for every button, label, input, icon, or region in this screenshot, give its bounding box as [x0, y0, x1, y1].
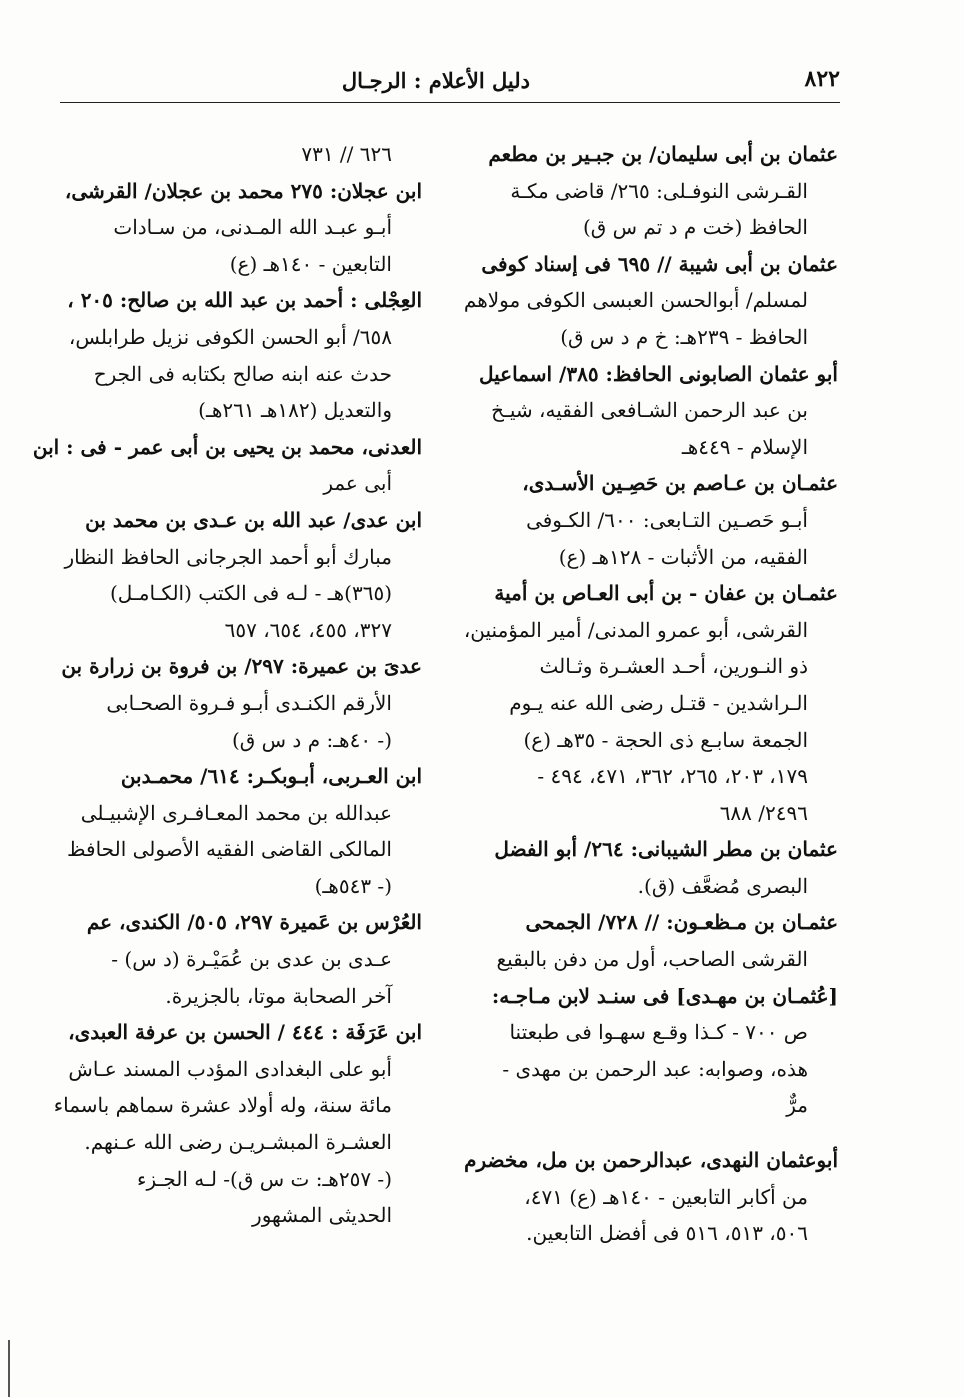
- text-line: عثمـان بن عفان - بن أبى العـاص بن أمية: [494, 581, 838, 606]
- right-column: [463, 136, 838, 1252]
- text-line: ابن العـربى، أبـوبكـر: ٦١٤/ محمـدبن: [120, 764, 422, 789]
- text-line: العُرْس بن عَميرة ٢٩٧، ٥٠٥/ الكندى، عم: [86, 910, 422, 935]
- text-line: عثمان بن مطر الشيبانى: ٢٦٤/ أبو الفضل: [494, 837, 838, 862]
- text-line: ص ٧٠٠ - كـذا وقـع سهـوا فى طبعتنا: [509, 1020, 808, 1045]
- scan-edge-mark: [8, 1340, 10, 1397]
- text-line: أبوعثمان النهدى، عبدالرحمن بن مل، مخضرم: [464, 1148, 838, 1173]
- text-line: القرشى الصاحب، أول من دفن بالبقيع: [496, 947, 808, 972]
- text-line: عـدى بن عدى بن عُمَيْـرة (د س) -: [111, 947, 392, 972]
- text-line: الفقيه، من الأثبات - ١٢٨هـ (ع): [558, 544, 808, 569]
- text-line: ١٧٩، ٢٠٣، ٢٦٥، ٣٦٢، ٤٧١، ٤٩٤ -: [537, 764, 808, 789]
- text-line: العدنى، محمد بن يحيى بن أبى عمر - فى : ابن: [32, 434, 422, 459]
- text-line: الأرقم الكنـدى أبـو فـروة الصحـابى: [106, 690, 392, 715]
- text-line: ٦٢٦ // ٧٣١: [301, 142, 392, 166]
- line-spacer: [488, 1124, 838, 1142]
- text-line: ٢٤٩٦/ ٦٨٨: [719, 800, 808, 825]
- text-line: الإسلام - ٤٤٩هـ: [681, 434, 808, 459]
- text-line: حدث عنه ابنه صالح بكتابه فى الجرح: [93, 361, 392, 386]
- text-line: ٥٠٦، ٥١٣، ٥١٦ فى أفضل التابعين.: [526, 1221, 808, 1246]
- text-line: [عُثمـان بن مهـدى] فى سنـد لابن مـاجـه:: [491, 983, 838, 1008]
- text-line: عثمـان بن مـظعـون: // ٧٢٨/ الجمحى: [525, 910, 838, 935]
- text-line: أبو على البغدادى المؤدب المسند عـاش: [68, 1056, 392, 1081]
- text-line: عثمان بن أبى سليمان/ بن جبـير بن مطعم: [488, 142, 838, 166]
- text-line: القـرشى النوفـلى: ٢٦٥/ قاضى مكـة: [510, 178, 808, 203]
- text-line: الحافظ - ٢٣٩هـ: خ م د س ق): [560, 324, 808, 349]
- text-line: الجمعة سابـع ذى الحجة - ٣٥هـ (ع): [523, 727, 808, 752]
- text-line: الحديثى المشهور: [252, 1203, 392, 1228]
- header-rule: [60, 102, 840, 103]
- text-line: عثمان بن أبى شيبة // ٦٩٥ فى إسناد كوفى: [481, 251, 838, 276]
- text-line: (- ٤٠هـ: م د س ق): [231, 727, 392, 752]
- text-line: ذو النـورين، أحـد العشـرة وثـالث: [539, 654, 808, 679]
- text-line: ابن عجلان: ٢٧٥ محمد بن عجلان/ القرشى،: [64, 178, 422, 203]
- text-line: أبـو عبـد الله المـدنى، من سـادات: [113, 215, 392, 240]
- text-line: الـراشدين - قتـل رضى الله عنه يـوم: [509, 690, 808, 715]
- text-line: ٣٢٧، ٤٥٥، ٦٥٤، ٦٥٧: [224, 617, 392, 642]
- text-line: مرٌّ: [786, 1093, 808, 1118]
- text-line: عدىَ بن عميرة: ٢٩٧/ بن فروة بن زرارة بن: [61, 654, 422, 679]
- text-line: عبدالله بن محمد المعـافـرى الإشبيـلى: [80, 800, 392, 825]
- text-line: العشـرة المبشـريـن رضى الله عـنهم.: [84, 1130, 392, 1155]
- text-line: لمسلم/ أبوالحسن العبسى الكوفى مولاهم: [463, 288, 808, 313]
- text-line: ٦٥٨/ أبو الحسن الكوفى نزيل طرابلس،: [68, 324, 392, 349]
- text-line: والتعديل (١٨٢هـ ٢٦١هـ): [198, 398, 392, 423]
- text-line: عثمـان بن عـاصم بن حَصِـين الأسـدى،: [522, 471, 838, 496]
- text-line: مبارك أبو أحمد الجرجانى الحافظ النظار: [64, 544, 392, 569]
- text-line: ابن عدى/ عبد الله بن عـدى بن محمد بن: [85, 507, 422, 532]
- text-line: هذه، وصوابه: عبد الرحمن بن مهدى -: [502, 1056, 808, 1081]
- page-header: [60, 58, 840, 104]
- text-line: مائة سنة، وله أولاد عشرة سماهم باسماء: [53, 1093, 392, 1118]
- text-line: (- ٥٤٣هـ): [314, 873, 392, 898]
- left-column: [32, 136, 422, 1234]
- text-line: أبو عثمان الصابونى الحافظ: ٣٨٥/ اسماعيل: [478, 361, 838, 386]
- text-line: (- ٢٥٧هـ: ت س ق)- لـه الجـزء: [137, 1166, 392, 1191]
- text-line: ابن عَرَفَة : ٤٤٤ / الحسن بن عرفة العبدى،: [68, 1020, 422, 1045]
- text-line: القرشى، أبو عمرو المدنى/ أمير المؤمنين،: [463, 617, 808, 642]
- text-line: أبى عمر: [323, 471, 392, 496]
- text-line: العِجْلى : أحمد بن عبد الله بن صالح: ٢٠٥ ،: [67, 288, 422, 313]
- text-line: التابعين - ١٤٠هـ (ع): [229, 251, 392, 276]
- text-line: البصرى مُضعَّف (ق).: [637, 873, 808, 898]
- text-line: أبـو حَصـين التـابعى: ٦٠٠/ الكـوفى: [526, 507, 808, 532]
- running-title: دليل الأعلام : الرجـال: [341, 68, 530, 93]
- text-line: آخر الصحابة موتا، بالجزيرة.: [165, 983, 392, 1008]
- text-line: من أكابر التابعين - ١٤٠هـ (ع) ٤٧١،: [524, 1184, 808, 1209]
- text-line: الحافظ (خت م د تم س ق): [582, 215, 808, 240]
- page-number: ٨٢٢: [804, 66, 840, 92]
- text-line: بن عبد الرحمن الشـافعى الفقيه، شيـخ: [491, 398, 808, 423]
- text-line: المالكى القاضى الفقيه الأصولى الحافظ: [67, 837, 392, 862]
- text-line: (٣٦٥)هـ - لـه فى الكتب (الكـامـل): [109, 581, 392, 606]
